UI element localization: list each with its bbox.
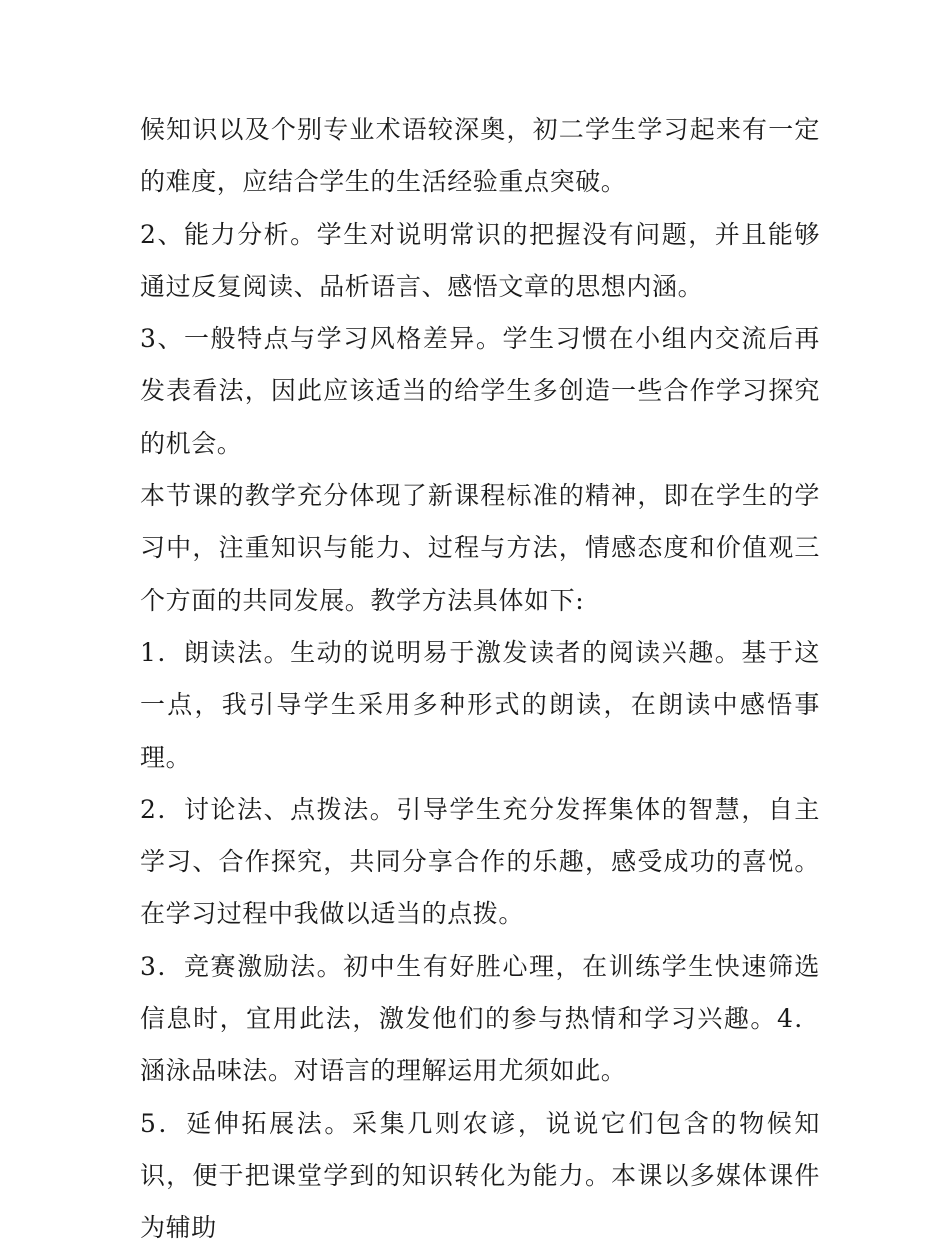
paragraph-method-competition: 3．竞赛激励法。初中生有好胜心理，在训练学生快速筛选信息时，宜用此法，激发他们的参与热情和学习兴趣。4．涵泳品味法。对语言的理解运用尤须如此。 <box>140 951 820 1086</box>
paragraph-teaching-methods-intro: 本节课的教学充分体现了新课程标准的精神，即在学生的学习中，注重知识与能力、过程与方法，情感态度和价值观三个方面的共同发展。教学方法具体如下: <box>140 481 820 615</box>
paragraph-method-extension: 5．延伸拓展法。采集几则农谚，说说它们包含的物候知识，便于把课堂学到的知识转化为能力。本课以多媒体课件为辅助 <box>140 1108 820 1243</box>
body-text <box>140 104 820 1255</box>
paragraph-learning-style: 3、一般特点与学习风格差异。学生习惯在小组内交流后再发表看法，因此应该适当的给学生多创造一些合作学习探究的机会。 <box>140 324 820 458</box>
paragraph-ability-analysis: 2、能力分析。学生对说明常识的把握没有问题，并且能够通过反复阅读、品析语言、感悟文章的思想内涵。 <box>140 219 820 301</box>
paragraph-method-discussion: 2．讨论法、点拨法。引导学生充分发挥集体的智慧，自主学习、合作探究，共同分享合作的乐趣，感受成功的喜悦。在学习过程中我做以适当的点拨。 <box>140 794 820 929</box>
paragraph-method-reading: 1．朗读法。生动的说明易于激发读者的阅读兴趣。基于这一点，我引导学生采用多种形式的朗读，在朗读中感悟事理。 <box>140 637 820 772</box>
paragraph-continuation: 候知识以及个别专业术语较深奥，初二学生学习起来有一定的难度，应结合学生的生活经验重点突破。 <box>140 115 820 197</box>
